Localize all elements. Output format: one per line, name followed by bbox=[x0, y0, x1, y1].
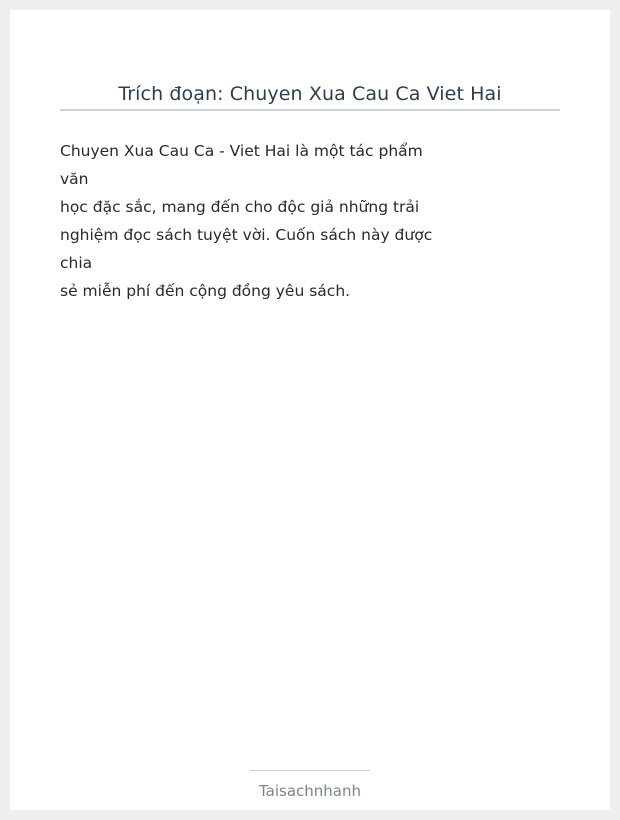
footer-divider bbox=[250, 770, 370, 771]
page-title: Trích đoạn: Chuyen Xua Cau Ca Viet Hai bbox=[118, 83, 502, 105]
excerpt-line: nghiệm đọc sách tuyệt vời. Cuốn sách này được bbox=[60, 226, 433, 244]
excerpt-line: chia bbox=[60, 254, 93, 272]
document-page bbox=[10, 10, 610, 810]
excerpt-line: Chuyen Xua Cau Ca - Viet Hai là một tác phẩm bbox=[60, 142, 423, 160]
excerpt-line: học đặc sắc, mang đến cho độc giả những trải bbox=[60, 198, 420, 216]
excerpt-line: sẻ miễn phí đến cộng đồng yêu sách. bbox=[60, 282, 351, 300]
footer-site-name: Taisachnhanh bbox=[258, 782, 362, 800]
title-divider bbox=[60, 109, 560, 111]
excerpt-text bbox=[60, 137, 433, 305]
excerpt-line: văn bbox=[60, 170, 89, 188]
